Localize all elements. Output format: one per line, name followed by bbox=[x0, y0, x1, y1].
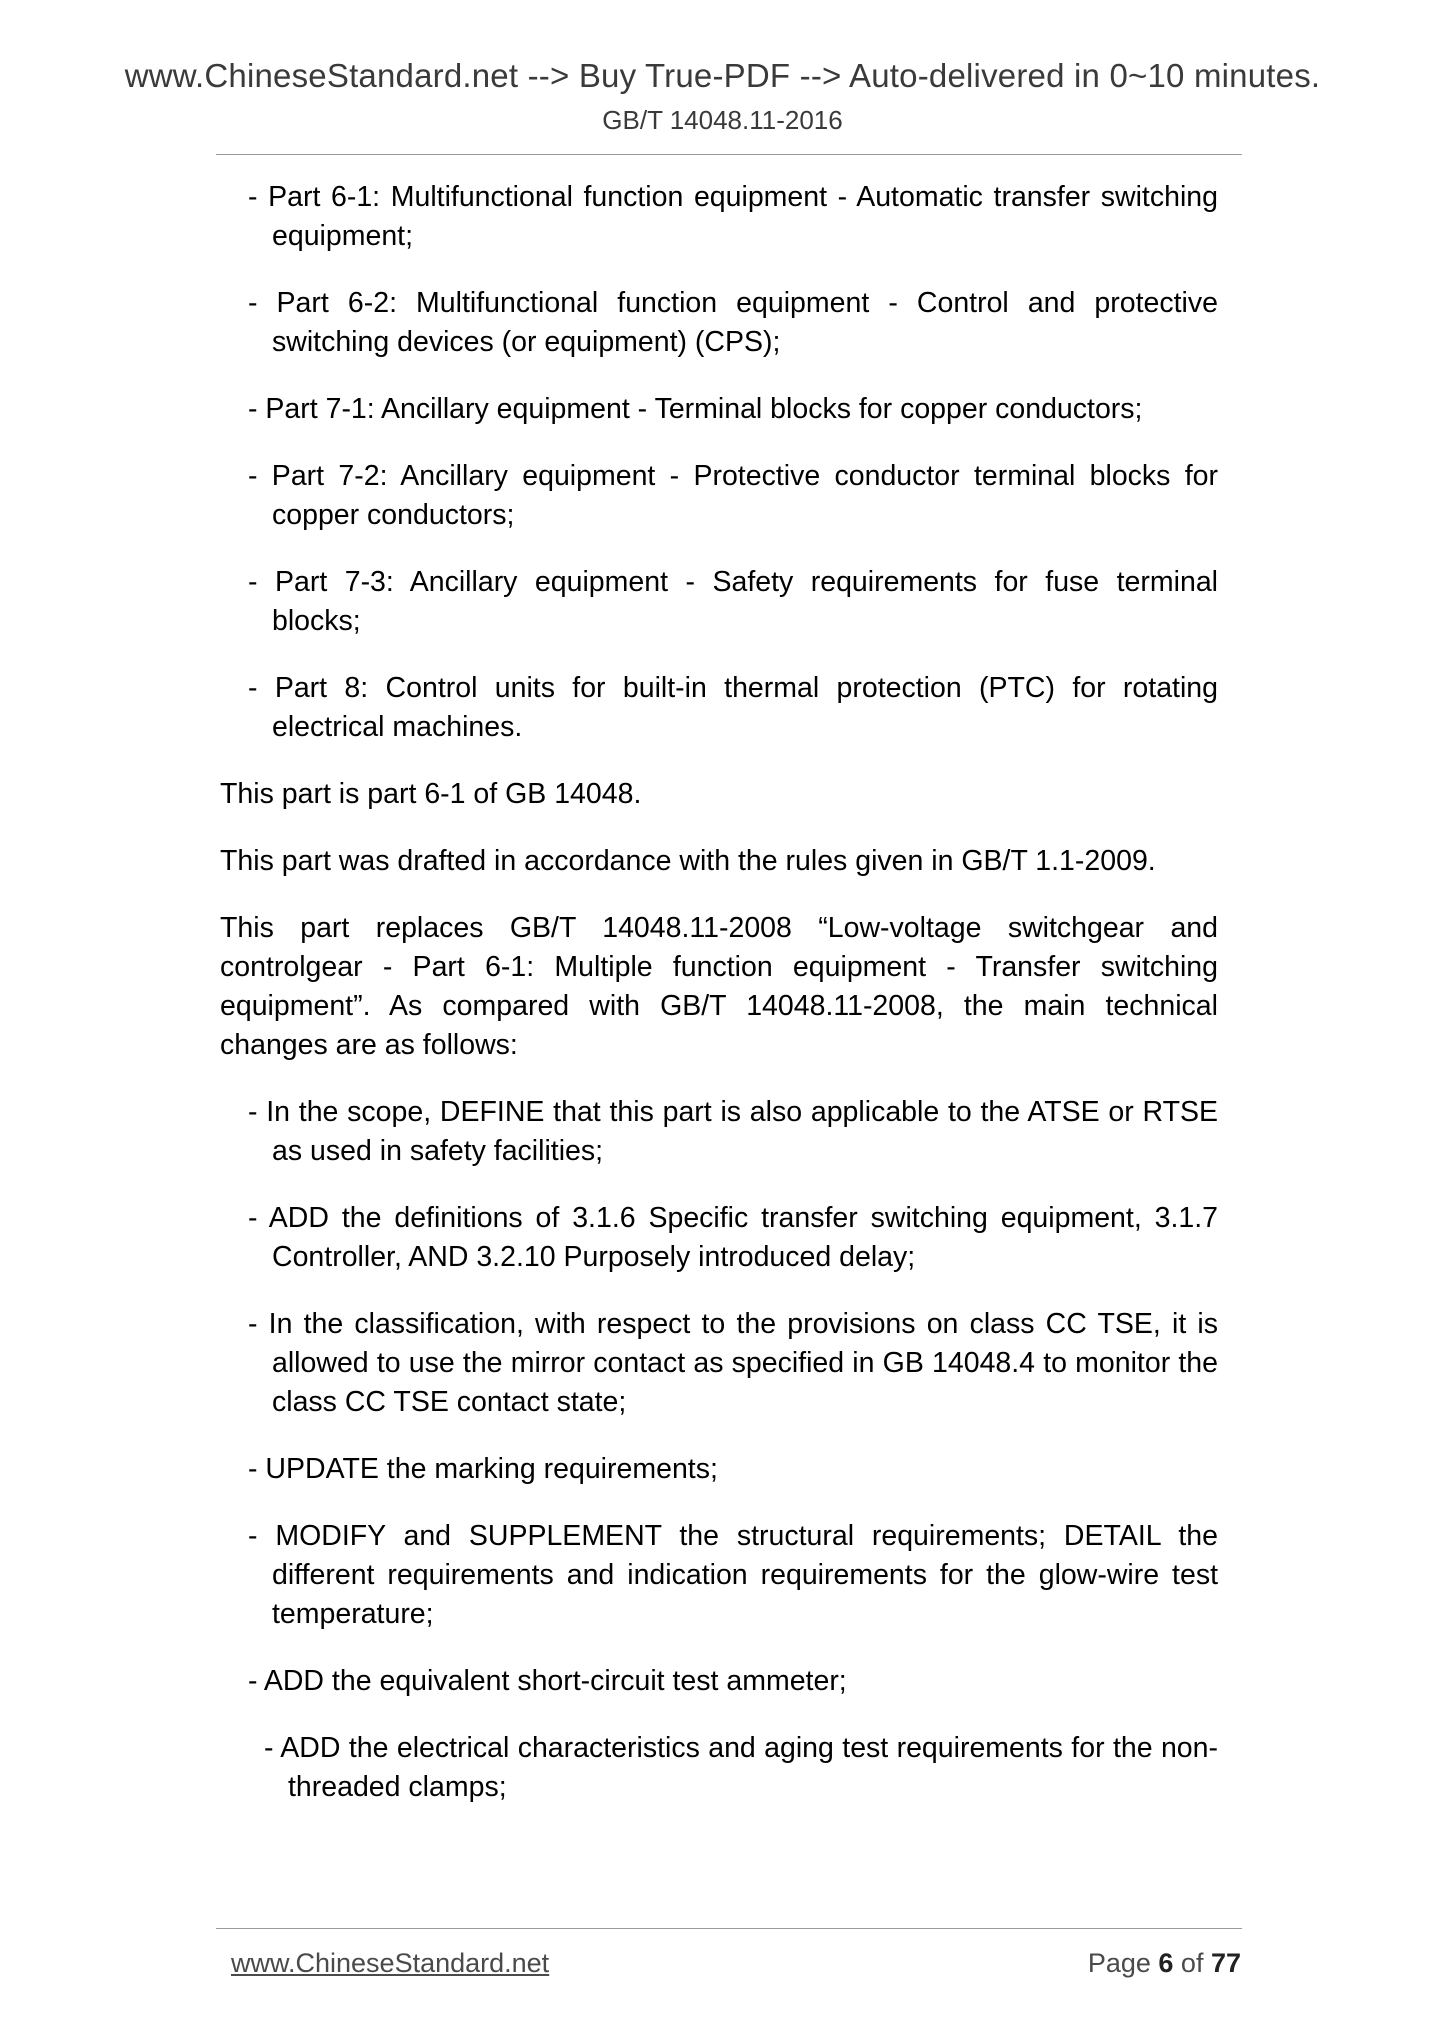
list-item-change-definitions: - ADD the definitions of 3.1.6 Specific transfer switching equipment, 3.1.7 Controller, AND 3.2.10 Purposely introduced delay; bbox=[248, 1202, 1218, 1273]
paragraph-replacement: This part replaces GB/T 14048.11-2008 “Low-voltage switchgear and controlgear - Part 6-1: Multiple function equipment - Transfer switching equipment”. As compared with GB/T 14048.11-2008, the main technical changes are as follows: bbox=[220, 912, 1218, 1061]
standard-number: GB/T 14048.11-2016 bbox=[602, 105, 843, 135]
paragraph-drafting-rules: This part was drafted in accordance with the rules given in GB/T 1.1-2009. bbox=[220, 845, 1156, 877]
page-number bbox=[1088, 1946, 1241, 1980]
footer-website-link[interactable]: www.ChineseStandard.net bbox=[231, 1948, 550, 1978]
list-item-part-6-2: - Part 6-2: Multifunctional function equipment - Control and protective switching devices (or equipment) (CPS); bbox=[248, 287, 1218, 358]
page-total: 77 bbox=[1210, 1948, 1241, 1978]
header-divider bbox=[216, 154, 1242, 155]
header-banner-link[interactable]: www.ChineseStandard.net --> Buy True-PDF --> Auto-delivered in 0~10 minutes. bbox=[124, 57, 1321, 94]
list-item-change-structural: - MODIFY and SUPPLEMENT the structural requirements; DETAIL the different requirements and indication requirements for the glow-wire test temperature; bbox=[248, 1520, 1218, 1630]
list-item-part-8: - Part 8: Control units for built-in thermal protection (PTC) for rotating electrical machines. bbox=[248, 672, 1218, 743]
paragraph-part-number: This part is part 6-1 of GB 14048. bbox=[220, 778, 642, 810]
list-item-change-ammeter: - ADD the equivalent short-circuit test ammeter; bbox=[248, 1665, 847, 1697]
list-item-part-6-1: - Part 6-1: Multifunctional function equipment - Automatic transfer switching equipment; bbox=[248, 181, 1218, 252]
list-item-part-7-3: - Part 7-3: Ancillary equipment - Safety requirements for fuse terminal blocks; bbox=[248, 566, 1218, 637]
list-item-part-7-1: - Part 7-1: Ancillary equipment - Terminal blocks for copper conductors; bbox=[248, 393, 1143, 425]
document-body bbox=[220, 178, 1218, 1835]
list-item-change-marking: - UPDATE the marking requirements; bbox=[248, 1453, 718, 1485]
list-item-part-7-2: - Part 7-2: Ancillary equipment - Protective conductor terminal blocks for copper conductors; bbox=[248, 460, 1218, 531]
page-of: of bbox=[1173, 1948, 1211, 1978]
list-item-change-scope: - In the scope, DEFINE that this part is also applicable to the ATSE or RTSE as used in safety facilities; bbox=[248, 1096, 1218, 1167]
footer-divider bbox=[216, 1928, 1242, 1929]
page-current: 6 bbox=[1158, 1948, 1174, 1978]
page-prefix: Page bbox=[1087, 1948, 1159, 1978]
list-item-change-clamps: - ADD the electrical characteristics and aging test requirements for the non-threaded clamps; bbox=[264, 1732, 1218, 1803]
list-item-change-classification: - In the classification, with respect to the provisions on class CC TSE, it is allowed to use the mirror contact as specified in GB 14048.4 to monitor the class CC TSE contact state; bbox=[248, 1308, 1218, 1418]
